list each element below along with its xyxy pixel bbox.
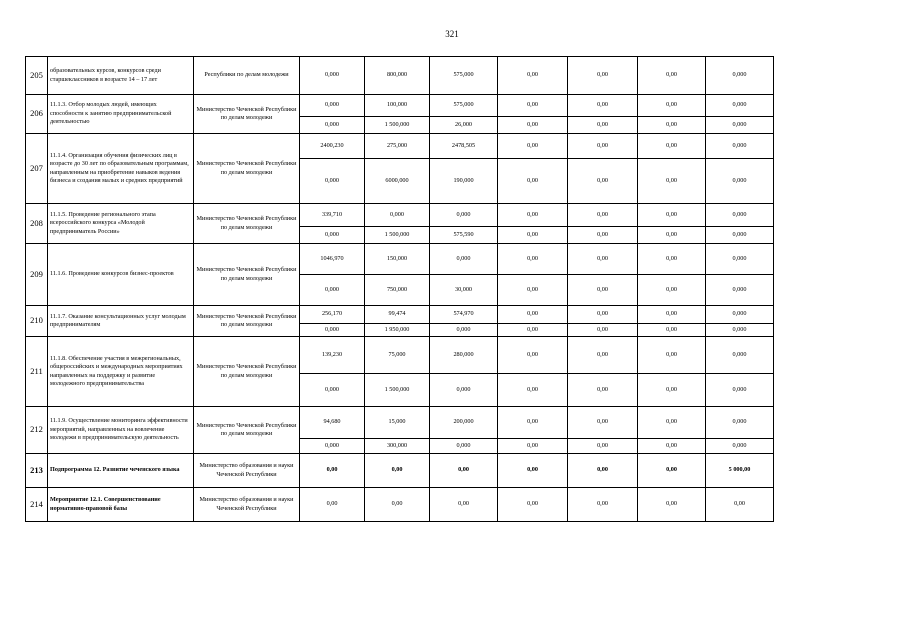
value-cell: 0,00 bbox=[365, 488, 430, 522]
table-row bbox=[26, 407, 774, 439]
value-cell: 0,00 bbox=[568, 227, 638, 244]
value-cell: 0,00 bbox=[638, 306, 706, 324]
row-description: 11.1.4. Организация обучения физических лиц в возрасте до 30 лет по образовательным программам, направленным на приобретение навыков ведения бизнеса и создания малых и средних предприятий bbox=[48, 134, 194, 204]
value-cell: 0,00 bbox=[498, 57, 568, 95]
responsible-org: Министерство образования и науки Чеченской Республики bbox=[194, 454, 300, 488]
value-cell: 0,00 bbox=[568, 454, 638, 488]
table-row bbox=[26, 454, 774, 488]
value-cell: 0,00 bbox=[638, 407, 706, 439]
value-cell: 0,000 bbox=[706, 204, 774, 227]
value-cell: 0,00 bbox=[430, 454, 498, 488]
row-number: 207 bbox=[26, 134, 48, 204]
value-cell: 15,000 bbox=[365, 407, 430, 439]
value-cell: 0,00 bbox=[638, 227, 706, 244]
value-cell: 0,00 bbox=[568, 439, 638, 454]
value-cell: 0,00 bbox=[568, 244, 638, 275]
value-cell: 5 000,00 bbox=[706, 454, 774, 488]
page-number: 321 bbox=[445, 29, 459, 39]
responsible-org: Министерство образования и науки Чеченской Республики bbox=[194, 488, 300, 522]
value-cell: 0,000 bbox=[706, 117, 774, 134]
value-cell: 0,00 bbox=[638, 159, 706, 204]
value-cell: 0,00 bbox=[498, 454, 568, 488]
value-cell: 0,00 bbox=[498, 204, 568, 227]
value-cell: 30,000 bbox=[430, 275, 498, 306]
value-cell: 0,00 bbox=[498, 439, 568, 454]
table-row bbox=[26, 488, 774, 522]
row-description: 11.1.5. Проведение регионального этапа всероссийского конкурса «Молодой предприниматель России» bbox=[48, 204, 194, 244]
value-cell: 0,00 bbox=[568, 306, 638, 324]
table-row bbox=[26, 306, 774, 324]
row-description: 11.1.3. Отбор молодых людей, имеющих способности к занятию предпринимательской деятельностью bbox=[48, 95, 194, 134]
value-cell: 300,000 bbox=[365, 439, 430, 454]
value-cell: 800,000 bbox=[365, 57, 430, 95]
value-cell: 0,00 bbox=[498, 337, 568, 374]
value-cell: 0,00 bbox=[638, 374, 706, 407]
row-number: 214 bbox=[26, 488, 48, 522]
value-cell: 575,000 bbox=[430, 95, 498, 117]
value-cell: 0,00 bbox=[568, 95, 638, 117]
value-cell: 0,000 bbox=[706, 439, 774, 454]
row-number: 206 bbox=[26, 95, 48, 134]
table-row bbox=[26, 244, 774, 275]
value-cell: 1046,970 bbox=[300, 244, 365, 275]
responsible-org: Министерство Чеченской Республики по делам молодежи bbox=[194, 306, 300, 337]
value-cell: 99,474 bbox=[365, 306, 430, 324]
value-cell: 0,00 bbox=[498, 374, 568, 407]
value-cell: 0,00 bbox=[568, 407, 638, 439]
responsible-org: Министерство Чеченской Республики по делам молодежи bbox=[194, 244, 300, 306]
value-cell: 0,00 bbox=[706, 488, 774, 522]
value-cell: 0,000 bbox=[706, 95, 774, 117]
value-cell: 0,000 bbox=[300, 57, 365, 95]
value-cell: 0,000 bbox=[706, 407, 774, 439]
row-number: 209 bbox=[26, 244, 48, 306]
value-cell: 0,000 bbox=[300, 159, 365, 204]
value-cell: 0,00 bbox=[568, 204, 638, 227]
row-description: 11.1.7. Оказание консультационных услуг молодым предпринимателям bbox=[48, 306, 194, 337]
value-cell: 575,590 bbox=[430, 227, 498, 244]
value-cell: 0,00 bbox=[568, 374, 638, 407]
value-cell: 0,00 bbox=[638, 57, 706, 95]
value-cell: 100,000 bbox=[365, 95, 430, 117]
value-cell: 0,00 bbox=[498, 306, 568, 324]
value-cell: 0,000 bbox=[706, 306, 774, 324]
value-cell: 0,00 bbox=[498, 227, 568, 244]
value-cell: 0,000 bbox=[706, 227, 774, 244]
responsible-org: Министерство Чеченской Республики по делам молодежи bbox=[194, 407, 300, 454]
table-row bbox=[26, 204, 774, 227]
value-cell: 0,00 bbox=[568, 337, 638, 374]
row-description: образовательных курсов, конкурсов среди старшеклассников в возрасте 14 – 17 лет bbox=[48, 57, 194, 95]
value-cell: 339,710 bbox=[300, 204, 365, 227]
value-cell: 0,000 bbox=[706, 57, 774, 95]
value-cell: 0,00 bbox=[638, 134, 706, 159]
row-description: Мероприятие 12.1. Совершенствование нормативно-правовой базы bbox=[48, 488, 194, 522]
value-cell: 0,000 bbox=[706, 324, 774, 337]
row-number: 205 bbox=[26, 57, 48, 95]
value-cell: 0,000 bbox=[430, 324, 498, 337]
value-cell: 0,000 bbox=[430, 204, 498, 227]
responsible-org: Министерство Чеченской Республики по делам молодежи bbox=[194, 95, 300, 134]
value-cell: 150,000 bbox=[365, 244, 430, 275]
value-cell: 574,970 bbox=[430, 306, 498, 324]
value-cell: 275,000 bbox=[365, 134, 430, 159]
value-cell: 0,00 bbox=[638, 275, 706, 306]
value-cell: 0,00 bbox=[568, 134, 638, 159]
row-description: 11.1.9. Осуществление мониторинга эффективности мероприятий, направленных на вовлечение молодежи в предпринимательскую деятельность bbox=[48, 407, 194, 454]
responsible-org: Министерство Чеченской Республики по делам молодежи bbox=[194, 204, 300, 244]
value-cell: 0,00 bbox=[638, 204, 706, 227]
value-cell: 575,000 bbox=[430, 57, 498, 95]
value-cell: 0,00 bbox=[300, 454, 365, 488]
value-cell: 0,00 bbox=[638, 244, 706, 275]
responsible-org: Министерство Чеченской Республики по делам молодежи bbox=[194, 134, 300, 204]
value-cell: 0,000 bbox=[300, 374, 365, 407]
value-cell: 750,000 bbox=[365, 275, 430, 306]
value-cell: 0,00 bbox=[638, 95, 706, 117]
row-description: Подпрограмма 12. Развитие чеченского языка bbox=[48, 454, 194, 488]
value-cell: 0,000 bbox=[300, 439, 365, 454]
value-cell: 0,00 bbox=[498, 134, 568, 159]
value-cell: 0,00 bbox=[638, 337, 706, 374]
value-cell: 0,00 bbox=[498, 159, 568, 204]
value-cell: 1 500,000 bbox=[365, 227, 430, 244]
value-cell: 2478,505 bbox=[430, 134, 498, 159]
value-cell: 0,00 bbox=[638, 439, 706, 454]
value-cell: 280,000 bbox=[430, 337, 498, 374]
value-cell: 1 500,000 bbox=[365, 117, 430, 134]
row-number: 211 bbox=[26, 337, 48, 407]
value-cell: 0,000 bbox=[300, 95, 365, 117]
value-cell: 0,000 bbox=[430, 374, 498, 407]
budget-table bbox=[25, 56, 774, 522]
value-cell: 0,000 bbox=[706, 244, 774, 275]
table-row bbox=[26, 337, 774, 374]
value-cell: 0,000 bbox=[706, 337, 774, 374]
value-cell: 26,000 bbox=[430, 117, 498, 134]
value-cell: 0,00 bbox=[568, 117, 638, 134]
value-cell: 0,00 bbox=[568, 324, 638, 337]
table-row bbox=[26, 134, 774, 159]
value-cell: 0,000 bbox=[430, 439, 498, 454]
value-cell: 0,00 bbox=[638, 324, 706, 337]
value-cell: 0,000 bbox=[300, 117, 365, 134]
value-cell: 0,00 bbox=[498, 407, 568, 439]
value-cell: 0,00 bbox=[498, 324, 568, 337]
responsible-org: Республики по делам молодежи bbox=[194, 57, 300, 95]
value-cell: 200,000 bbox=[430, 407, 498, 439]
value-cell: 0,00 bbox=[498, 275, 568, 306]
value-cell: 1 950,000 bbox=[365, 324, 430, 337]
value-cell: 0,00 bbox=[568, 57, 638, 95]
table-row bbox=[26, 95, 774, 117]
row-description: 11.1.8. Обеспечение участия в межрегиональных, общероссийских и международных мероприятиях направленных на поддержку и развитие молодежного предпринимательства bbox=[48, 337, 194, 407]
value-cell: 0,00 bbox=[568, 275, 638, 306]
value-cell: 0,00 bbox=[498, 117, 568, 134]
value-cell: 6000,000 bbox=[365, 159, 430, 204]
row-number: 213 bbox=[26, 454, 48, 488]
value-cell: 2400,230 bbox=[300, 134, 365, 159]
table-row bbox=[26, 57, 774, 95]
value-cell: 0,000 bbox=[430, 244, 498, 275]
row-number: 210 bbox=[26, 306, 48, 337]
value-cell: 0,000 bbox=[706, 275, 774, 306]
value-cell: 139,230 bbox=[300, 337, 365, 374]
value-cell: 0,000 bbox=[706, 374, 774, 407]
value-cell: 0,00 bbox=[300, 488, 365, 522]
value-cell: 256,170 bbox=[300, 306, 365, 324]
value-cell: 0,000 bbox=[706, 134, 774, 159]
value-cell: 1 500,000 bbox=[365, 374, 430, 407]
row-number: 208 bbox=[26, 204, 48, 244]
row-description: 11.1.6. Проведение конкурсов бизнес-проектов bbox=[48, 244, 194, 306]
value-cell: 94,680 bbox=[300, 407, 365, 439]
value-cell: 0,00 bbox=[638, 454, 706, 488]
value-cell: 0,000 bbox=[300, 227, 365, 244]
value-cell: 0,000 bbox=[365, 204, 430, 227]
value-cell: 0,000 bbox=[300, 275, 365, 306]
value-cell: 0,000 bbox=[706, 159, 774, 204]
value-cell: 0,00 bbox=[568, 488, 638, 522]
responsible-org: Министерство Чеченской Республики по делам молодежи bbox=[194, 337, 300, 407]
row-number: 212 bbox=[26, 407, 48, 454]
value-cell: 0,00 bbox=[430, 488, 498, 522]
value-cell: 0,00 bbox=[498, 95, 568, 117]
value-cell: 0,00 bbox=[498, 244, 568, 275]
value-cell: 0,00 bbox=[638, 117, 706, 134]
value-cell: 0,00 bbox=[365, 454, 430, 488]
value-cell: 0,00 bbox=[638, 488, 706, 522]
value-cell: 0,00 bbox=[568, 159, 638, 204]
value-cell: 190,000 bbox=[430, 159, 498, 204]
value-cell: 0,00 bbox=[498, 488, 568, 522]
value-cell: 75,000 bbox=[365, 337, 430, 374]
value-cell: 0,000 bbox=[300, 324, 365, 337]
